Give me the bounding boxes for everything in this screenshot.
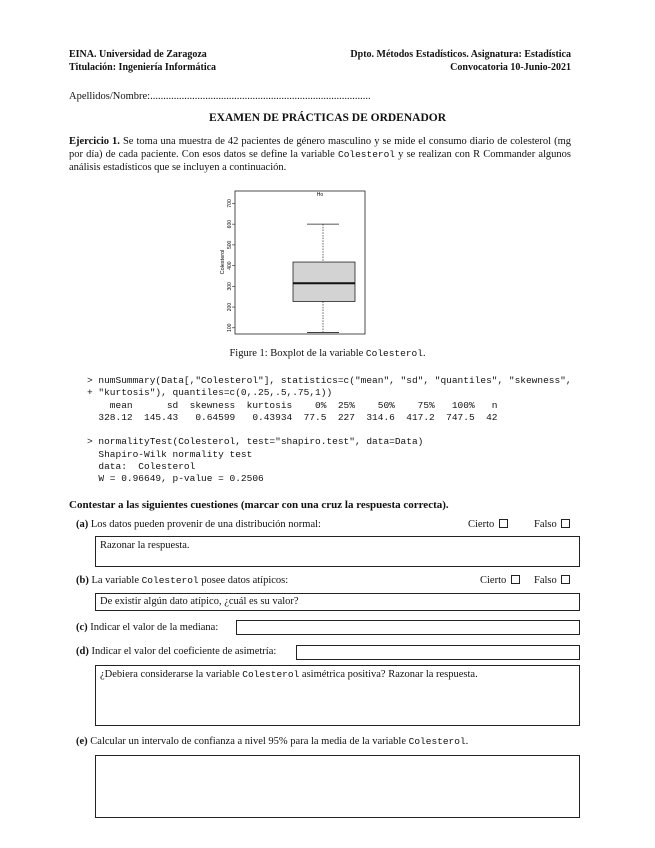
header-session: Convocatoria 10-Junio-2021 — [450, 62, 571, 73]
question-a-text: Los datos pueden provenir de una distribución normal: — [90, 519, 321, 530]
caption-var: Colesterol — [365, 348, 423, 359]
falso-label: Falso — [534, 519, 557, 530]
y-tick-label: 200 — [227, 302, 233, 312]
exercise-text-2: y se realizan con R Commander algunos análisis estadísticos que se incluyen a continuación. — [69, 149, 572, 173]
y-tick-label: 400 — [227, 261, 233, 270]
iqr-box — [293, 262, 355, 301]
answer-box-d-pre: ¿Debiera considerarse la variable — [100, 669, 240, 680]
question-c — [76, 622, 218, 633]
question-e-suffix: . — [465, 736, 469, 747]
question-b-falso[interactable] — [534, 575, 570, 586]
question-b-label: (b) — [76, 575, 89, 586]
question-b — [76, 575, 288, 586]
y-tick-label: 500 — [227, 240, 233, 250]
y-tick-label: 600 — [227, 219, 233, 229]
answer-box-a-prompt: Razonar la respuesta. — [100, 540, 190, 551]
exercise-label: Ejercicio 1. — [69, 136, 120, 147]
answer-box-b-prompt: De existir algún dato atípico, ¿cuál es su valor? — [100, 596, 299, 607]
r-cmd-normality: > normalityTest(Colesterol, test="shapiro.test", data=Data) — [87, 436, 424, 447]
header-degree: Titulación: Ingeniería Informática — [69, 62, 217, 73]
name-line: Apellidos/Nombre:.................................................................................... — [69, 91, 371, 102]
r-out-data: data: Colesterol — [87, 461, 196, 472]
question-b-var: Colesterol — [141, 575, 199, 586]
r-out-test-name: Shapiro-Wilk normality test — [87, 449, 253, 460]
question-a-cierto[interactable] — [468, 519, 508, 530]
exercise-text-1: Se toma una muestra de 42 pacientes de género masculino y se mide el consumo diario de colesterol (mg por día) de cada paciente. Con esos datos se define la variable — [69, 136, 571, 160]
question-a-label: (a) — [76, 519, 89, 530]
cierto-label: Cierto — [468, 519, 495, 530]
boxplot-chart — [220, 183, 380, 340]
answer-box-d-post: asimétrica positiva? Razonar la respuesta. — [301, 669, 478, 680]
question-e-label: (e) — [76, 736, 88, 747]
y-axis-label: Colesterol — [220, 249, 226, 275]
question-b-text-post: posee datos atípicos: — [201, 575, 289, 586]
chart-title: Ho — [316, 192, 324, 198]
y-tick-label: 300 — [227, 282, 233, 291]
checkbox[interactable] — [511, 575, 520, 584]
question-e-var: Colesterol — [408, 736, 466, 747]
header-institution: EINA. Universidad de Zaragoza — [69, 49, 207, 60]
r-cmd-numsummary-1: > numSummary(Data[,"Colesterol"], statistics=c("mean", "sd", "quantiles", "skewness", — [87, 375, 572, 386]
answer-box-a[interactable] — [95, 536, 580, 567]
y-tick-label: 100 — [227, 323, 233, 332]
question-c-text: Indicar el valor de la mediana: — [90, 622, 219, 633]
exercise-statement — [69, 135, 571, 174]
answer-box-d-prompt — [100, 669, 478, 680]
caption-prefix: Figure 1: Boxplot de la variable — [229, 348, 364, 359]
question-c-label: (c) — [76, 622, 88, 633]
r-cmd-numsummary-2: + "kurtosis"), quantiles=c(0,.25,.5,.75,1)) — [87, 387, 333, 398]
answer-field-c[interactable] — [236, 620, 580, 635]
header-department: Dpto. Métodos Estadísticos. Asignatura: Estadística — [350, 49, 571, 60]
answer-box-b[interactable] — [95, 593, 580, 611]
answer-field-d[interactable] — [296, 645, 580, 660]
r-table-values: 328.12 145.43 0.64599 0.43934 77.5 227 314.6 417.2 747.5 42 — [87, 412, 498, 423]
exam-title: EXAMEN DE PRÁCTICAS DE ORDENADOR — [208, 112, 447, 124]
question-d — [76, 646, 276, 657]
question-b-cierto[interactable] — [480, 575, 520, 586]
answer-box-d[interactable] — [95, 665, 580, 726]
answer-box-e[interactable] — [95, 755, 580, 818]
question-e-text: Calcular un intervalo de confianza a nivel 95% para la media de la variable — [90, 736, 407, 747]
cierto-label: Cierto — [480, 575, 507, 586]
checkbox[interactable] — [561, 575, 570, 584]
exercise-var: Colesterol — [338, 149, 396, 160]
instructions: Contestar a las siguientes cuestiones (marcar con una cruz la respuesta correcta). — [69, 499, 449, 511]
question-b-text-pre: La variable — [91, 575, 139, 586]
question-d-label: (d) — [76, 646, 89, 657]
checkbox[interactable] — [499, 519, 508, 528]
question-e — [76, 736, 468, 747]
y-axis — [227, 199, 235, 332]
checkbox[interactable] — [561, 519, 570, 528]
caption-suffix: . — [422, 348, 426, 359]
r-out-statistic: W = 0.96649, p-value = 0.2506 — [87, 473, 264, 484]
falso-label: Falso — [534, 575, 557, 586]
figure-caption — [69, 348, 586, 359]
question-d-text: Indicar el valor del coeficiente de asimetría: — [91, 646, 277, 657]
question-a — [76, 519, 321, 530]
y-tick-label: 700 — [227, 199, 233, 208]
question-a-falso[interactable] — [534, 519, 570, 530]
answer-box-d-var: Colesterol — [242, 669, 300, 680]
box-group — [293, 224, 355, 332]
r-table-header: mean sd skewness kurtosis 0% 25% 50% 75% 100% n — [87, 400, 498, 411]
